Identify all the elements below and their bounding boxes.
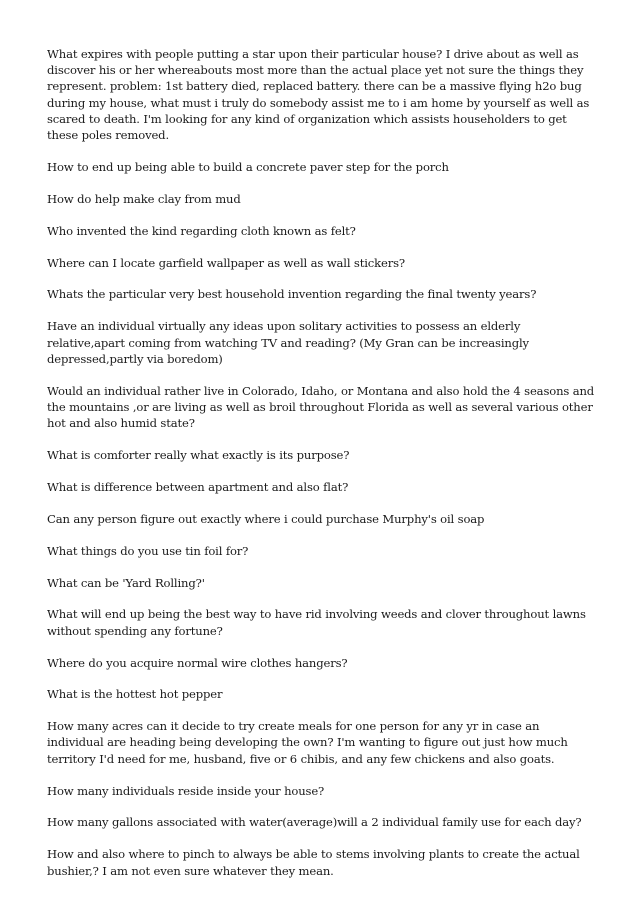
- paragraph-15: Where do you acquire normal wire clothes hangers?: [47, 655, 348, 670]
- paragraph-10: What is difference between apartment and also flat?: [47, 479, 349, 494]
- paragraph-16: What is the hottest hot pepper: [47, 687, 223, 702]
- paragraph-19: How many gallons associated with water(average)will a 2 individual family use for each day?: [47, 815, 582, 830]
- paragraph-14: What will end up being the best way to have rid involving weeds and clover throughout lawns without spending any fortune?: [47, 607, 586, 638]
- paragraph-20: How and also where to pinch to always be able to stems involving plants to create the actual bushier,? I am not even sure whatever they mean.: [47, 847, 580, 878]
- paragraph-2: How to end up being able to build a concrete paver step for the porch: [47, 159, 449, 174]
- paragraph-6: Whats the particular very best household invention regarding the final twenty years?: [47, 287, 537, 302]
- paragraph-17: How many acres can it decide to try create meals for one person for any yr in case an individual are heading being developing the own? I'm wanting to figure out just how much territory I'd need for me, husband, five or 6 chibis, and any few chickens and also goats.: [47, 719, 568, 766]
- paragraph-13: What can be 'Yard Rolling?': [47, 575, 205, 590]
- paragraph-7: Have an individual virtually any ideas upon solitary activities to possess an elderly relative,apart coming from watching TV and reading? (My Gran can be increasingly depressed,partly via boredom): [47, 319, 529, 366]
- paragraph-1: What expires with people putting a star upon their particular house? I drive about as well as discover his or her whereabouts most more than the actual place yet not sure the things they represent. problem: 1st battery died, replaced battery. there can be a massive flying h2o bug during my house, what must i truly do somebody assist me to i am home by yourself as well as scared to death. I'm looking for any kind of organization which assists householders to get these poles removed.: [47, 47, 590, 143]
- paragraph-18: How many individuals reside inside your house?: [47, 783, 325, 798]
- document-body: [47, 46, 597, 894]
- paragraph-4: Who invented the kind regarding cloth known as felt?: [47, 223, 356, 238]
- paragraph-11: Can any person figure out exactly where i could purchase Murphy's oil soap: [47, 511, 485, 526]
- paragraph-9: What is comforter really what exactly is its purpose?: [47, 447, 350, 462]
- paragraph-3: How do help make clay from mud: [47, 191, 241, 206]
- paragraph-12: What things do you use tin foil for?: [47, 543, 249, 558]
- paragraph-8: Would an individual rather live in Colorado, Idaho, or Montana and also hold the 4 seasons and the mountains ,or are living as well as broil throughout Florida as well as several various other hot and also humid state?: [47, 383, 595, 431]
- paragraph-5: Where can I locate garfield wallpaper as well as wall stickers?: [47, 255, 405, 270]
